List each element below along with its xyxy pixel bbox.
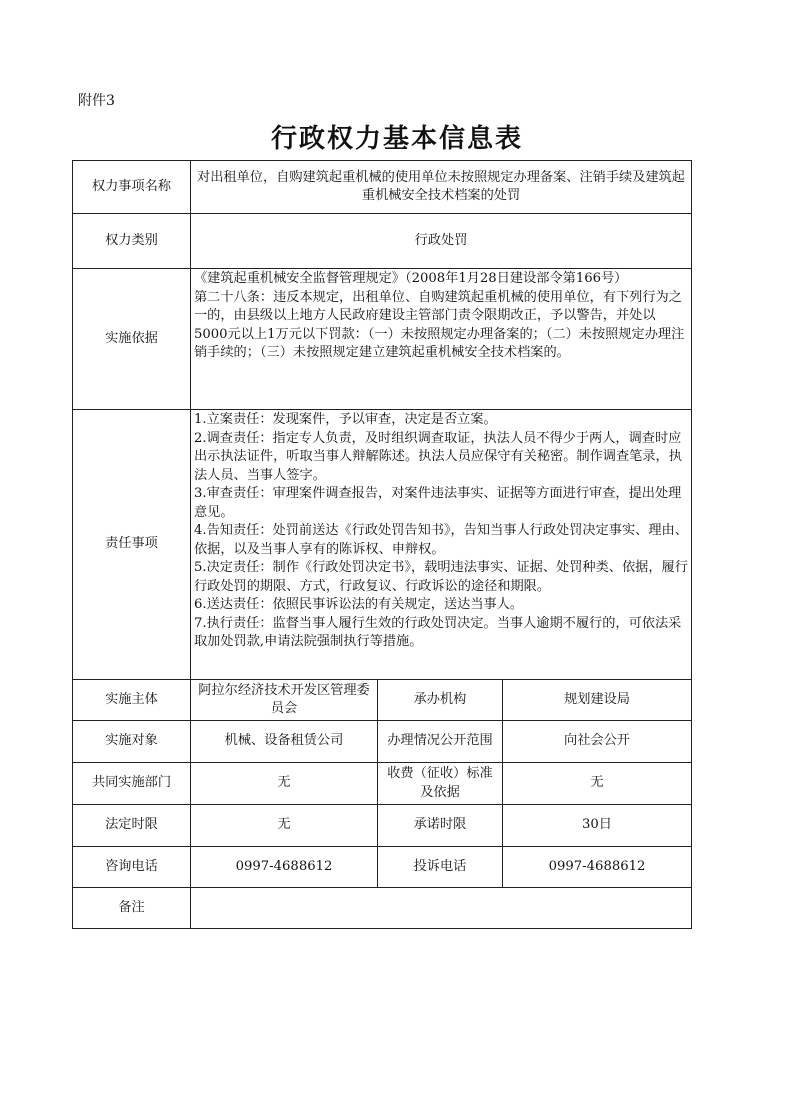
row-value: 0997-4688612 [191, 847, 378, 888]
attachment-label: 附件3 [78, 93, 115, 109]
row-label: 实施对象 [73, 721, 191, 763]
table-row [73, 847, 692, 888]
row-label: 承诺时限 [378, 805, 503, 847]
row-label: 投诉电话 [378, 847, 503, 888]
responsibility-item: 3.审查责任：审理案件调查报告，对案件违法事实、证据等方面进行审查，提出处理意见。 [194, 486, 682, 520]
basis-label: 实施依据 [73, 269, 191, 410]
page-title: 行政权力基本信息表 [270, 124, 523, 154]
table-row [73, 805, 692, 847]
responsibility-item: 7.执行责任：监督当事人履行生效的行政处罚决定。当事人逾期不履行的，可依法采取加处罚款,申请法院强制执行等措施。 [194, 615, 682, 649]
row-label: 共同实施部门 [73, 763, 191, 805]
row-label: 承办机构 [378, 680, 503, 721]
remark-label: 备注 [73, 888, 191, 929]
responsibility-item: 5.决定责任：制作《行政处罚决定书》，载明违法事实、证据、处罚种类、依据，履行行政处罚的期限、方式，行政复议、行政诉讼的途径和期限。 [194, 560, 688, 594]
responsibility-item: 1.立案责任：发现案件，予以审查，决定是否立案。 [194, 412, 497, 427]
responsibilities-label: 责任事项 [73, 410, 191, 680]
basis-line: 第二十八条：违反本规定，出租单位、自购建筑起重机械的使用单位，有下列行为之一的，由县级以上地方人民政府建设主管部门责令限期改正，予以警告，并处以5000元以上1万元以下罚款：（一）未按照规定办理备案的；（二）未按照规定办理注销手续的；（三）未按照规定建立建筑起重机械安全技术档案的。 [194, 289, 685, 360]
responsibility-item: 4.告知责任：处罚前送达《行政处罚告知书》，告知当事人行政处罚决定事实、理由、依据，以及当事人享有的陈诉权、申辩权。 [194, 523, 688, 557]
power-type-value: 行政处罚 [191, 214, 692, 269]
row-label: 实施主体 [73, 680, 191, 721]
power-name-label: 权力事项名称 [73, 161, 191, 214]
row-value: 规划建设局 [503, 680, 692, 721]
basis-line: 《建筑起重机械安全监督管理规定》（2008年1月28日建设部令第166号） [194, 271, 628, 286]
row-value: 无 [191, 805, 378, 847]
power-name-value: 对出租单位，自购建筑起重机械的使用单位未按照规定办理备案、注销手续及建筑起重机械安全技术档案的处罚 [191, 161, 692, 214]
responsibilities-value [191, 410, 692, 680]
row-value: 阿拉尔经济技术开发区管理委员会 [191, 680, 378, 721]
row-value: 机械、设备租赁公司 [191, 721, 378, 763]
row-label: 办理情况公开范围 [378, 721, 503, 763]
table-row-remark [73, 888, 692, 929]
table-row [73, 763, 692, 805]
power-type-label: 权力类别 [73, 214, 191, 269]
row-label: 法定时限 [73, 805, 191, 847]
table-row-power-name [73, 161, 692, 214]
remark-value [191, 888, 692, 929]
table-row [73, 680, 692, 721]
table-row-power-type [73, 214, 692, 269]
responsibility-item: 6.送达责任：依照民事诉讼法的有关规定，送达当事人。 [194, 597, 524, 612]
row-value: 0997-4688612 [503, 847, 692, 888]
row-value: 30日 [503, 805, 692, 847]
row-value: 向社会公开 [503, 721, 692, 763]
info-table [72, 160, 692, 929]
table-row-responsibilities [73, 410, 692, 680]
row-label: 咨询电话 [73, 847, 191, 888]
row-value: 无 [503, 763, 692, 805]
basis-value [191, 269, 692, 410]
table-row-basis [73, 269, 692, 410]
responsibility-item: 2.调查责任：指定专人负责，及时组织调查取证，执法人员不得少于两人，调查时应出示执法证件，听取当事人辩解陈述。执法人员应保守有关秘密。制作调查笔录，执法人员、当事人签字。 [194, 430, 682, 483]
table-row [73, 721, 692, 763]
row-value: 无 [191, 763, 378, 805]
row-label: 收费（征收）标准及依据 [378, 763, 503, 805]
